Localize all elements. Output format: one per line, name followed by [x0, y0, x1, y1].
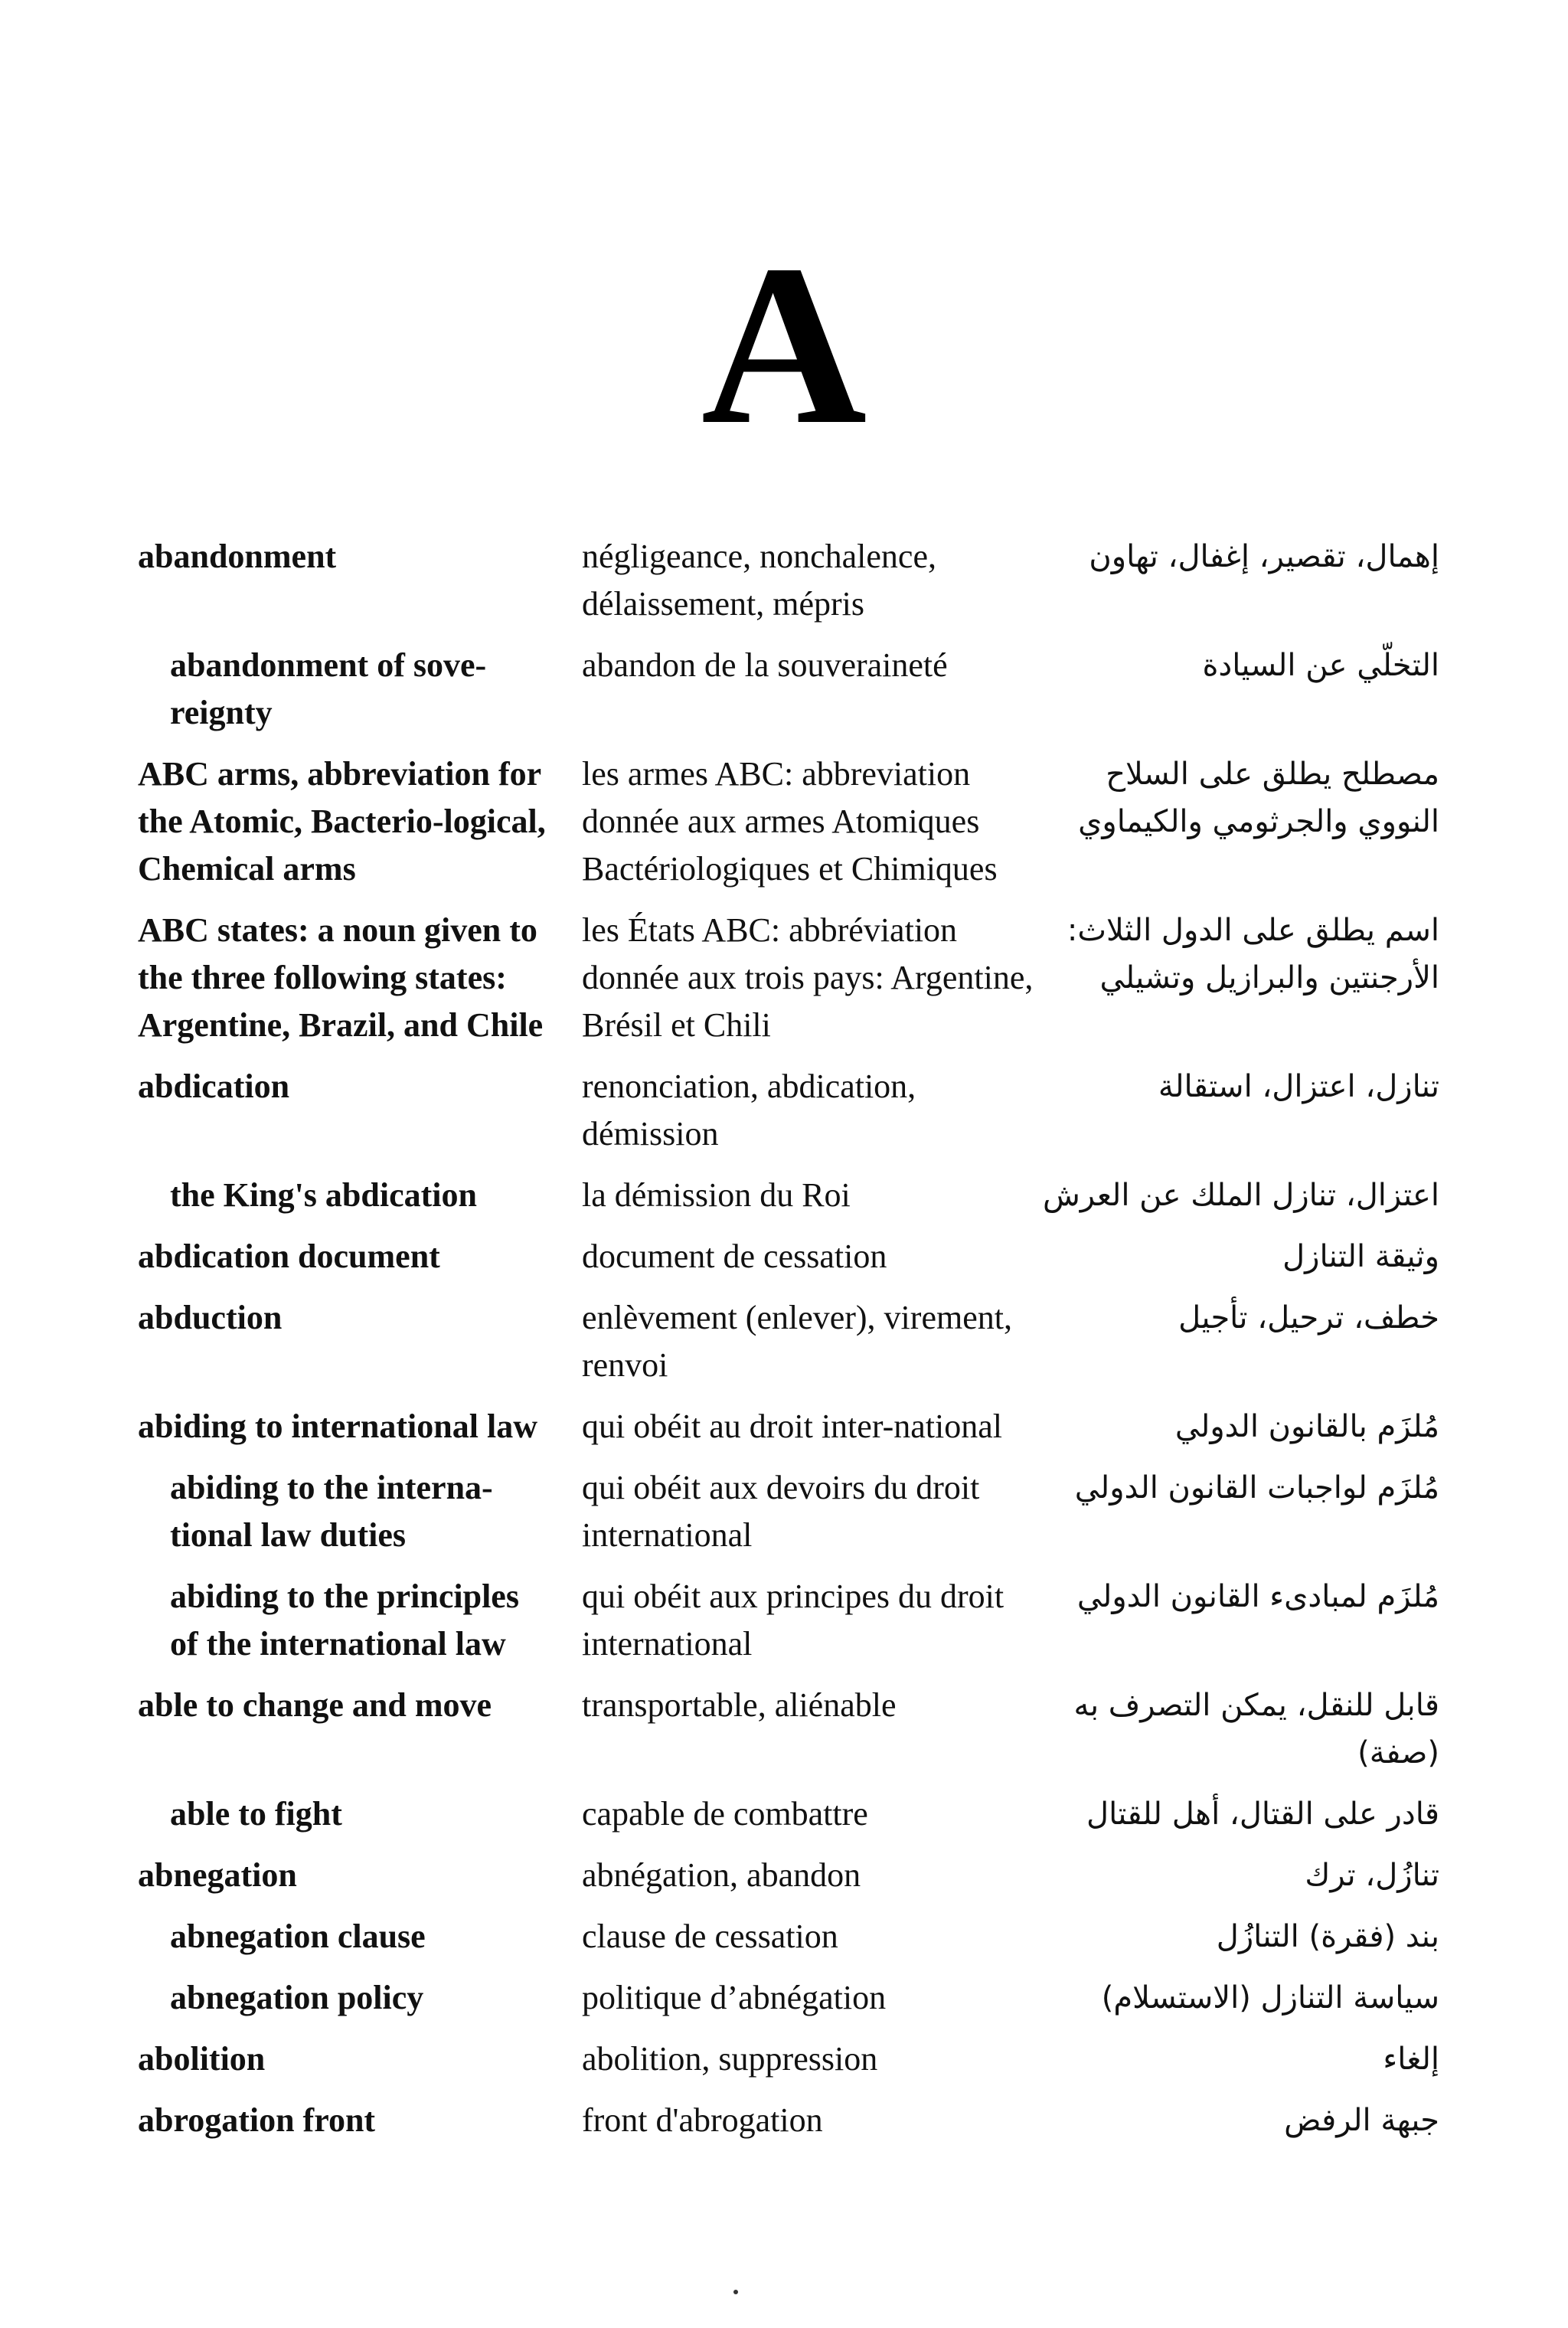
- french-term: renonciation, abdication, démission: [582, 1068, 916, 1153]
- arabic-term: خطف، ترحيل، تأجيل: [1178, 1300, 1439, 1336]
- english-term: able to change and move: [138, 1686, 492, 1724]
- arabic-term: قادر على القتال، أهل للقتال: [1086, 1797, 1439, 1832]
- french-term: négligeance, nonchalence, délaissement, mépris: [582, 538, 936, 623]
- french-term: abnégation, abandon: [582, 1856, 861, 1894]
- english-term: abrogation front: [138, 2101, 376, 2139]
- french-term: document de cessation: [582, 1238, 887, 1275]
- french-term: transportable, aliénable: [582, 1686, 897, 1724]
- arabic-term: تنازل، اعتزال، استقالة: [1158, 1069, 1439, 1104]
- arabic-term: مُلزَم بالقانون الدولي: [1174, 1409, 1439, 1444]
- arabic-term: إهمال، تقصير، إغفال، تهاون: [1089, 539, 1439, 574]
- english-term: abdication document: [138, 1238, 440, 1275]
- glossary-entry: [138, 2097, 1439, 2144]
- arabic-term: بند (فقرة) التنازُل: [1216, 1919, 1439, 1954]
- glossary-entries: [138, 533, 1439, 2158]
- english-term: abiding to the principles of the international law: [170, 1578, 519, 1663]
- english-term: abduction: [138, 1299, 283, 1336]
- english-term: abolition: [138, 2040, 266, 2078]
- section-letter: A: [701, 217, 867, 472]
- arabic-term: سياسة التنازل (الاستسلام): [1101, 1980, 1439, 2016]
- english-term: abdication: [138, 1068, 290, 1105]
- glossary-entry: [138, 1294, 1439, 1389]
- english-term: abiding to international law: [138, 1408, 537, 1445]
- arabic-term: اسم يطلق على الدول الثلاث: الأرجنتين والبرازيل وتشيلي: [1067, 913, 1439, 996]
- french-term: qui obéit aux principes du droit international: [582, 1578, 1004, 1663]
- glossary-entry: [138, 750, 1439, 893]
- glossary-entry: [138, 907, 1439, 1049]
- english-term: the King's abdication: [170, 1176, 477, 1214]
- french-term: clause de cessation: [582, 1918, 838, 1955]
- glossary-entry: [138, 1913, 1439, 1960]
- glossary-entry: [138, 1790, 1439, 1838]
- french-term: la démission du Roi: [582, 1176, 851, 1214]
- english-term: able to fight: [170, 1795, 342, 1833]
- english-term: ABC states: a noun given to the three following states: Argentine, Brazil, and Chile: [138, 911, 544, 1044]
- arabic-term: تنازُل، ترك: [1305, 1858, 1439, 1893]
- french-term: enlèvement (enlever), virement, renvoi: [582, 1299, 1012, 1384]
- arabic-term: مصطلح يطلق على السلاح النووي والجرثومي والكيماوي: [1078, 757, 1439, 839]
- french-term: qui obéit au droit inter-national: [582, 1408, 1002, 1445]
- glossary-entry: [138, 2035, 1439, 2083]
- page-mark: [733, 2290, 738, 2294]
- glossary-entry: [138, 1974, 1439, 2022]
- glossary-entry: [138, 1063, 1439, 1158]
- arabic-term: جبهة الرفض: [1284, 2103, 1439, 2138]
- glossary-entry: [138, 533, 1439, 628]
- arabic-term: مُلزَم لمبادىء القانون الدولي: [1076, 1579, 1439, 1614]
- arabic-term: مُلزَم لواجبات القانون الدولي: [1074, 1470, 1439, 1506]
- glossary-entry: [138, 1852, 1439, 1899]
- glossary-entry: [138, 1172, 1439, 1219]
- glossary-entry: [138, 1233, 1439, 1280]
- french-term: qui obéit aux devoirs du droit international: [582, 1469, 980, 1554]
- french-term: les États ABC: abbréviation donnée aux trois pays: Argentine, Brésil et Chili: [582, 911, 1034, 1044]
- french-term: front d'abrogation: [582, 2101, 823, 2139]
- english-term: abnegation: [138, 1856, 297, 1894]
- arabic-term: إلغاء: [1383, 2042, 1439, 2077]
- english-term: abnegation policy: [170, 1979, 424, 2016]
- french-term: abolition, suppression: [582, 2040, 878, 2078]
- french-term: les armes ABC: abbreviation donnée aux armes Atomiques Bactériologiques et Chimiques: [582, 755, 998, 888]
- glossary-entry: [138, 1682, 1439, 1777]
- arabic-term: التخلّي عن السيادة: [1202, 648, 1439, 683]
- english-term: ABC arms, abbreviation for the Atomic, Bacterio-logical, Chemical arms: [138, 755, 546, 888]
- english-term: abiding to the interna-tional law duties: [170, 1469, 493, 1554]
- french-term: capable de combattre: [582, 1795, 868, 1833]
- glossary-entry: [138, 642, 1439, 737]
- french-term: abandon de la souveraineté: [582, 646, 948, 684]
- english-term: abandonment of sove-reignty: [170, 646, 487, 731]
- english-term: abandonment: [138, 538, 337, 575]
- arabic-term: قابل للنقل، يمكن التصرف به (صفة): [1073, 1688, 1439, 1771]
- glossary-entry: [138, 1573, 1439, 1668]
- french-term: politique d’abnégation: [582, 1979, 887, 2016]
- english-term: abnegation clause: [170, 1918, 426, 1955]
- arabic-term: وثيقة التنازل: [1282, 1239, 1439, 1274]
- glossary-entry: [138, 1403, 1439, 1450]
- arabic-term: اعتزال، تنازل الملك عن العرش: [1042, 1178, 1439, 1213]
- glossary-entry: [138, 1464, 1439, 1559]
